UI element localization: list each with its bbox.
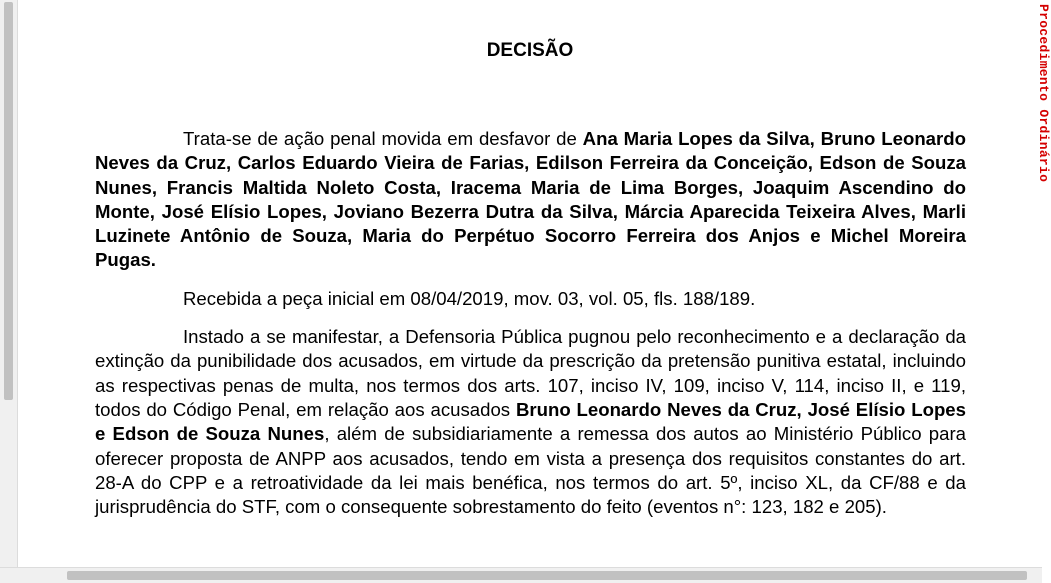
document-body <box>95 127 966 533</box>
paragraph-1-intro: Trata-se de ação penal movida em desfavor de <box>183 128 583 149</box>
paragraph-3-part2: , além de subsidiariamente a remessa dos autos ao Ministério Público para oferecer proposta de ANPP aos acusados, tendo em vista a presença dos requisitos constantes do art. 28-A do CPP e a retroatividade da lei mais benéfica, nos termos do art. 5º, inciso XL, da CF/88 e da jurisprudência do STF, com o consequente sobrestamento do feito (eventos n°: 123, 182 e 205). <box>95 423 967 518</box>
paragraph-1 <box>95 127 966 273</box>
paragraph-3 <box>95 325 966 519</box>
paragraph-1-accused: Ana Maria Lopes da Silva, Bruno Leonardo Neves da Cruz, Carlos Eduardo Vieira de Farias, Edilson Ferreira da Conceição, Edson de Souza Nunes, Francis Maltida Noleto Costa, Iracema Maria de Lima Borges, Joaquim Ascendino do Monte, José Elísio Lopes, Joviano Bezerra Dutra da Silva, Márcia Aparecida Teixeira Alves, Marli Luzinete Antônio de Souza, Maria do Perpétuo Socorro Ferreira dos Anjos e Michel Moreira Pugas. <box>95 128 966 271</box>
paragraph-3-accused: Bruno Leonardo Neves da Cruz, José Elísio Lopes e Edson de Souza Nunes <box>95 398 966 445</box>
paragraph-3-part1: Instado a se manifestar, a Defensoria Pública pugnou pelo reconhecimento e a declaração da extinção da punibilidade dos acusados, em virtude da prescrição da pretensão punitiva estatal, incluindo as respectivas penas de multa, nos termos dos arts. 107, inciso IV, 109, inciso V, 114, inciso II, e 119, todos do Código Penal, em relação aos acusados <box>95 326 966 420</box>
horizontal-scrollbar[interactable] <box>0 567 1042 583</box>
document-page <box>18 0 1051 567</box>
side-label: Procedimento Ordinário <box>1036 4 1051 183</box>
horizontal-scrollbar-thumb[interactable] <box>67 571 1027 580</box>
vertical-scrollbar-thumb[interactable] <box>4 2 13 400</box>
vertical-scrollbar[interactable] <box>0 0 18 567</box>
paragraph-2: Recebida a peça inicial em 08/04/2019, mov. 03, vol. 05, fls. 188/189. <box>183 287 756 309</box>
document-title: DECISÃO <box>486 40 574 61</box>
